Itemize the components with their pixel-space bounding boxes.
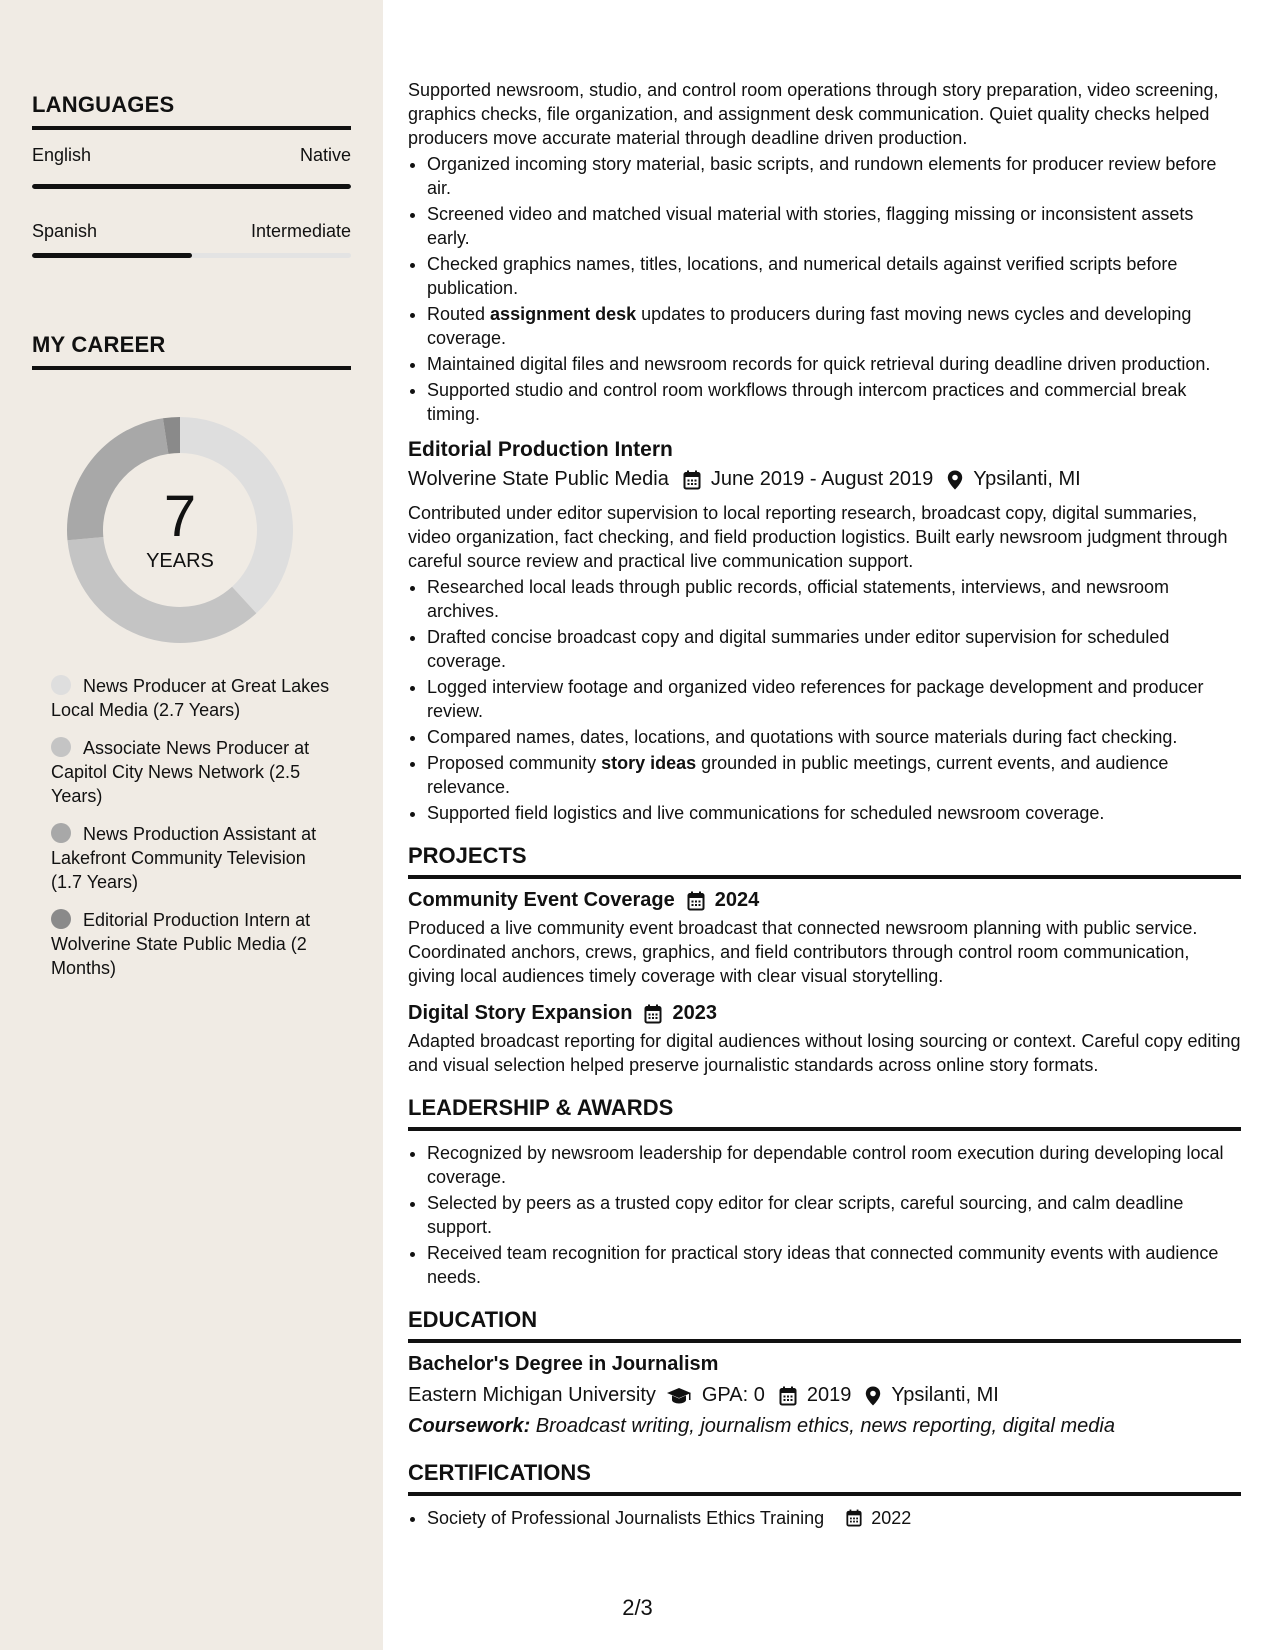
bullet-item: • Maintained digital files and newsroom records for quick retrieval during deadline driven production. (427, 352, 1241, 376)
project-year: 2024 (714, 889, 760, 911)
legend-label: Editorial Production Intern at Wolverine State Public Media (2 Months) (51, 910, 311, 978)
legend-item (51, 822, 333, 894)
project-name: Community Event Coverage (408, 889, 675, 911)
bullet-item: • Supported studio and control room workflows through intercom practices and commercial break timing. (427, 378, 1241, 426)
legend-dot (51, 737, 71, 757)
career-years-label: YEARS (146, 550, 214, 572)
bullet-item: • Checked graphics names, titles, locations, and numerical details against verified scripts before publication. (427, 252, 1241, 300)
legend-item (51, 908, 333, 980)
experience-bullets (408, 152, 1241, 426)
location-pin-icon (947, 470, 963, 490)
graduation-cap-icon (666, 1387, 692, 1405)
calendar-icon (779, 1386, 797, 1406)
calendar-icon (683, 470, 701, 490)
language-bar-spanish (32, 253, 351, 258)
job-location: Ypsilanti, MI (973, 468, 1081, 490)
language-bar-fill (32, 184, 351, 189)
project-title (408, 889, 1241, 912)
certification-item (427, 1506, 1241, 1530)
education-degree: Bachelor's Degree in Journalism (408, 1353, 719, 1375)
award-item: • Selected by peers as a trusted copy editor for clear scripts, careful sourcing, and calm deadline support. (427, 1191, 1241, 1239)
page-number: 2/3 (622, 1595, 653, 1620)
job-title: Editorial Production Intern (408, 438, 673, 461)
experience-description: Supported newsroom, studio, and control room operations through story preparation, video screening, graphics checks, file organization, and assignment desk communication. Quiet quality checks helped producers move accurate material through deadline driven production. (408, 80, 1219, 148)
legend-item (51, 736, 333, 808)
location-pin-icon (865, 1386, 881, 1406)
career-heading: MY CAREER (32, 332, 351, 370)
language-bar-english (32, 184, 351, 189)
career-legend (51, 674, 333, 994)
bullet-item: • Compared names, dates, locations, and quotations with source materials during fact checking. (427, 725, 1241, 749)
project-title (408, 1002, 1241, 1025)
job-bullets (408, 575, 1241, 825)
certifications-heading: CERTIFICATIONS (408, 1460, 1241, 1496)
coursework-list: Broadcast writing, journalism ethics, news reporting, digital media (530, 1415, 1115, 1437)
languages-heading: LANGUAGES (32, 92, 351, 130)
award-item: • Received team recognition for practical story ideas that connected community events with audience needs. (427, 1241, 1241, 1289)
project-year: 2023 (672, 1002, 717, 1024)
legend-label: News Production Assistant at Lakefront Community Television (1.7 Years) (51, 824, 317, 892)
bullet-item: • Proposed community story ideas grounded in public meetings, current events, and audience relevance. (427, 751, 1241, 799)
awards-list (408, 1141, 1241, 1289)
legend-item (51, 674, 333, 722)
language-level: Intermediate (250, 221, 351, 241)
education-school: Eastern Michigan University (408, 1384, 656, 1406)
project-name: Digital Story Expansion (408, 1002, 633, 1024)
language-bar-fill (32, 253, 192, 258)
certification-year: 2022 (871, 1508, 912, 1528)
language-row-spanish (32, 221, 351, 242)
job-description: Contributed under editor supervision to local reporting research, broadcast copy, digital summaries, video organization, fact checking, and field production logistics. Built early newsroom judgment through careful source review and practical live communication support. (408, 503, 1228, 571)
main-content (408, 78, 1241, 1532)
bullet-item: • Organized incoming story material, basic scripts, and rundown elements for producer review before air. (427, 152, 1241, 200)
career-total-years: 7 (163, 484, 197, 549)
legend-dot (51, 909, 71, 929)
sidebar (0, 0, 383, 1650)
bullet-keyword: story ideas (601, 753, 697, 773)
language-name: Spanish (32, 221, 98, 241)
language-name: English (32, 145, 92, 165)
coursework-label: Coursework: (408, 1415, 531, 1437)
award-item: • Recognized by newsroom leadership for dependable control room execution during developing local coverage. (427, 1141, 1241, 1189)
job-company: Wolverine State Public Media (408, 468, 669, 490)
education-year: 2019 (806, 1384, 852, 1406)
education-heading: EDUCATION (408, 1307, 1241, 1343)
certification-name: Society of Professional Journalists Ethics Training (427, 1508, 825, 1528)
legend-label: News Producer at Great Lakes Local Media (2.7 Years) (51, 676, 330, 720)
calendar-icon (846, 1509, 862, 1527)
education-coursework (408, 1415, 1241, 1438)
language-row-english (32, 145, 351, 166)
certifications-list (408, 1506, 1241, 1530)
bullet-item: • Supported field logistics and live communications for scheduled newsroom coverage. (427, 801, 1241, 825)
project-description: Adapted broadcast reporting for digital audiences without losing sourcing or context. Careful copy editing and visual selection helped preserve journalistic standards across online story formats. (408, 1031, 1241, 1075)
calendar-icon (687, 891, 705, 911)
job-meta (408, 468, 1241, 491)
bullet-item: • Logged interview footage and organized video references for package development and producer review. (427, 675, 1241, 723)
legend-dot (51, 823, 71, 843)
education-location: Ypsilanti, MI (891, 1384, 999, 1406)
bullet-item: • Researched local leads through public records, official statements, interviews, and newsroom archives. (427, 575, 1241, 623)
legend-dot (51, 675, 71, 695)
career-donut-chart (60, 410, 300, 650)
calendar-icon (644, 1004, 662, 1024)
bullet-keyword: assignment desk (490, 304, 637, 324)
legend-label: Associate News Producer at Capitol City News Network (2.5 Years) (51, 738, 310, 806)
language-level: Native (299, 145, 351, 165)
bullet-item: • Routed assignment desk updates to producers during fast moving news cycles and developing coverage. (427, 302, 1241, 350)
bullet-item: • Screened video and matched visual material with stories, flagging missing or inconsistent assets early. (427, 202, 1241, 250)
education-gpa: GPA: 0 (701, 1384, 765, 1406)
job-dates: June 2019 - August 2019 (710, 468, 934, 490)
awards-heading: LEADERSHIP & AWARDS (408, 1095, 1241, 1131)
education-meta (408, 1384, 1241, 1407)
project-description: Produced a live community event broadcast that connected newsroom planning with public service. Coordinated anchors, crews, graphics, and field contributors through control room communication, giving local audiences timely coverage with clear visual storytelling. (408, 918, 1198, 986)
projects-heading: PROJECTS (408, 843, 1241, 879)
bullet-item: • Drafted concise broadcast copy and digital summaries under editor supervision for scheduled coverage. (427, 625, 1241, 673)
